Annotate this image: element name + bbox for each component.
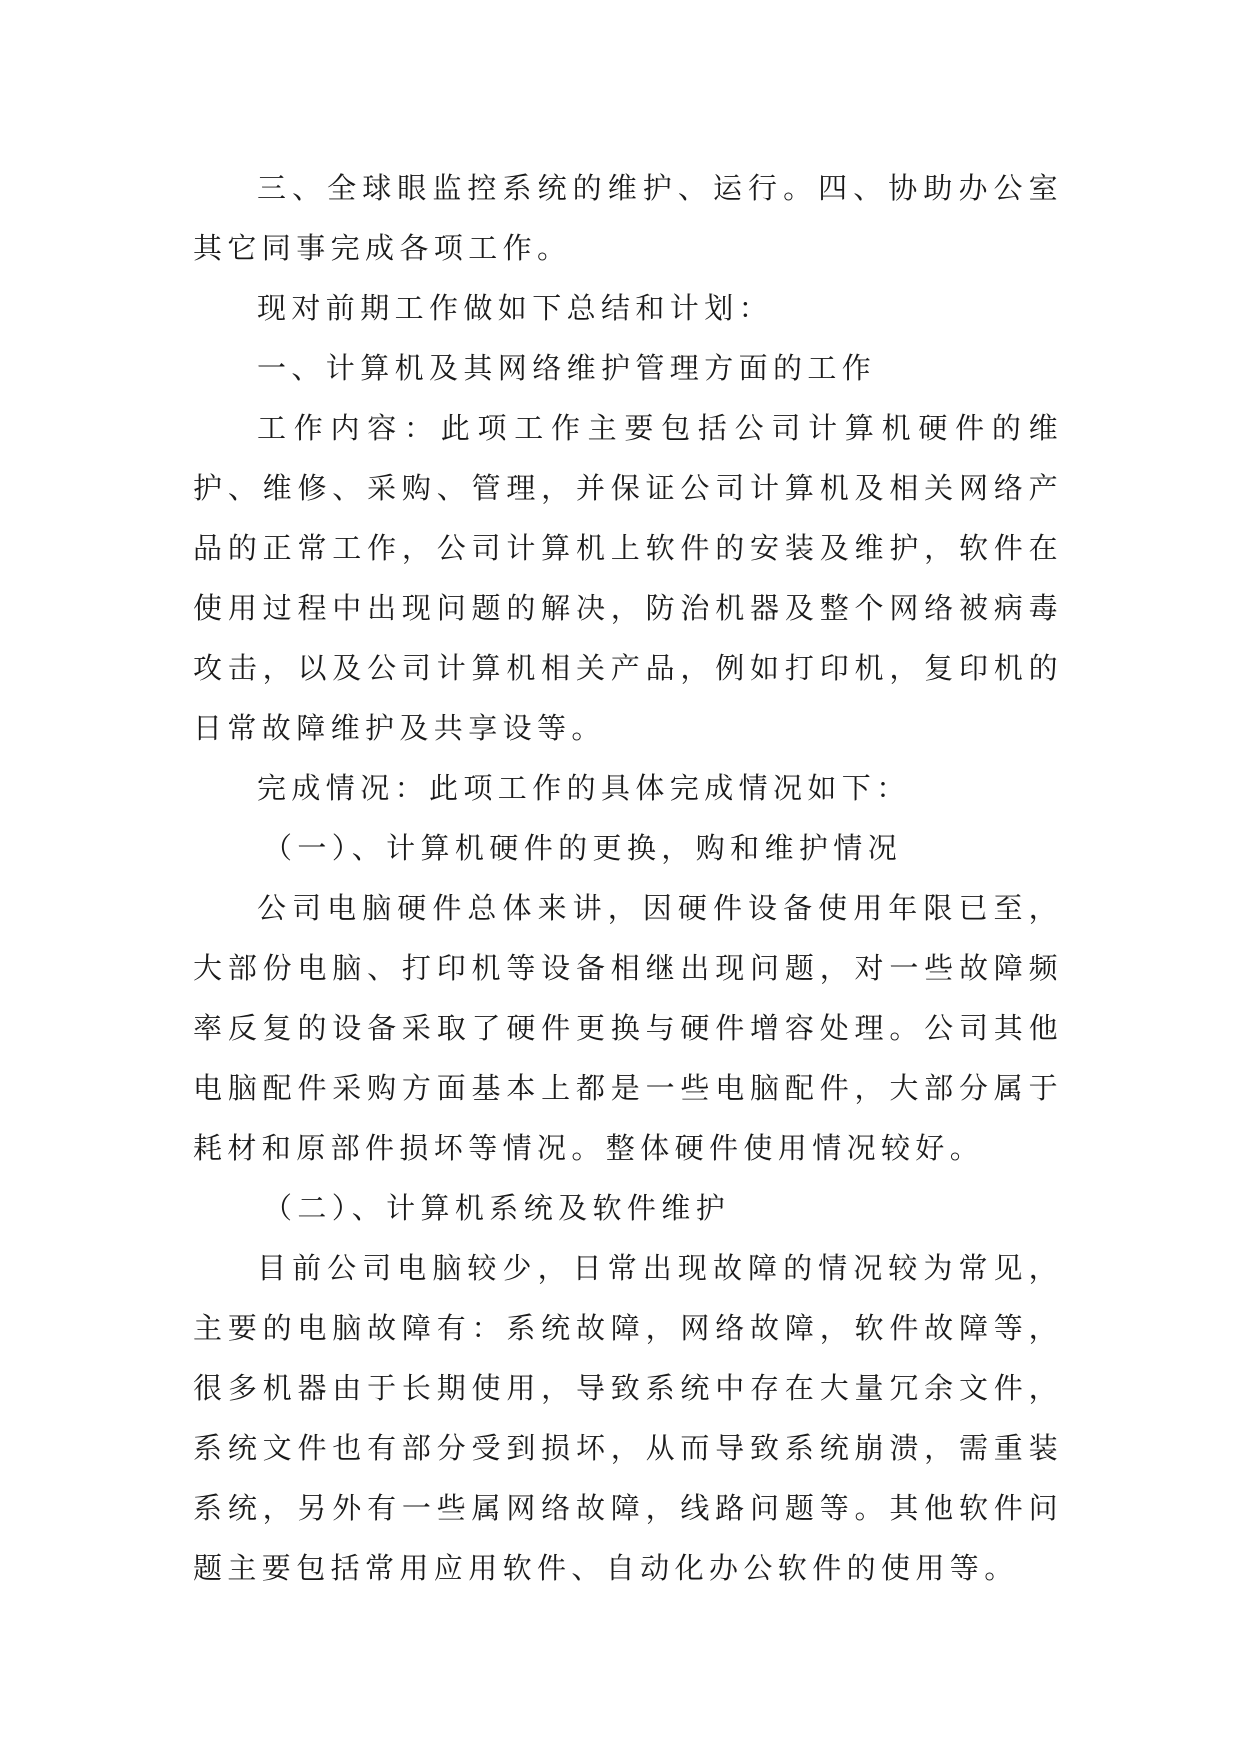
- subheading-hardware: （一）、计算机硬件的更换，购和维护情况: [263, 831, 903, 865]
- section-heading-network-maintenance: 一、计算机及其网络维护管理方面的工作: [257, 351, 877, 385]
- paragraph-summary-intro: 现对前期工作做如下总结和计划：: [257, 291, 774, 325]
- subheading-software: （二）、计算机系统及软件维护: [263, 1191, 731, 1225]
- paragraph-completion-status: 完成情况：此项工作的具体完成情况如下：: [257, 771, 911, 805]
- paragraph-software-details: 目前公司电脑较少，日常出现故障的情况较为常见，主要的电脑故障有：系统故障，网络故障，软件故障等，很多机器由于长期使用，导致系统中存在大量冗余文件，系统文件也有部分受到损坏，从而导致系统崩溃，需重装系统，另外有一些属网络故障，线路问题等。其他软件问题主要包括常用应用软件、自动化办公软件的使用等。: [193, 1251, 1063, 1585]
- paragraph-duties-continued: 三、全球眼监控系统的维护、运行。四、协助办公室其它同事完成各项工作。: [193, 171, 1063, 265]
- document-body: [193, 158, 1063, 1598]
- paragraph-work-content: 工作内容：此项工作主要包括公司计算机硬件的维护、维修、采购、管理，并保证公司计算机及相关网络产品的正常工作，公司计算机上软件的安装及维护，软件在使用过程中出现问题的解决，防治机器及整个网络被病毒攻击，以及公司计算机相关产品，例如打印机，复印机的日常故障维护及共享设等。: [193, 411, 1063, 745]
- paragraph-hardware-details: 公司电脑硬件总体来讲，因硬件设备使用年限已至，大部份电脑、打印机等设备相继出现问题，对一些故障频率反复的设备采取了硬件更换与硬件增容处理。公司其他电脑配件采购方面基本上都是一些电脑配件，大部分属于耗材和原部件损坏等情况。整体硬件使用情况较好。: [193, 891, 1063, 1165]
